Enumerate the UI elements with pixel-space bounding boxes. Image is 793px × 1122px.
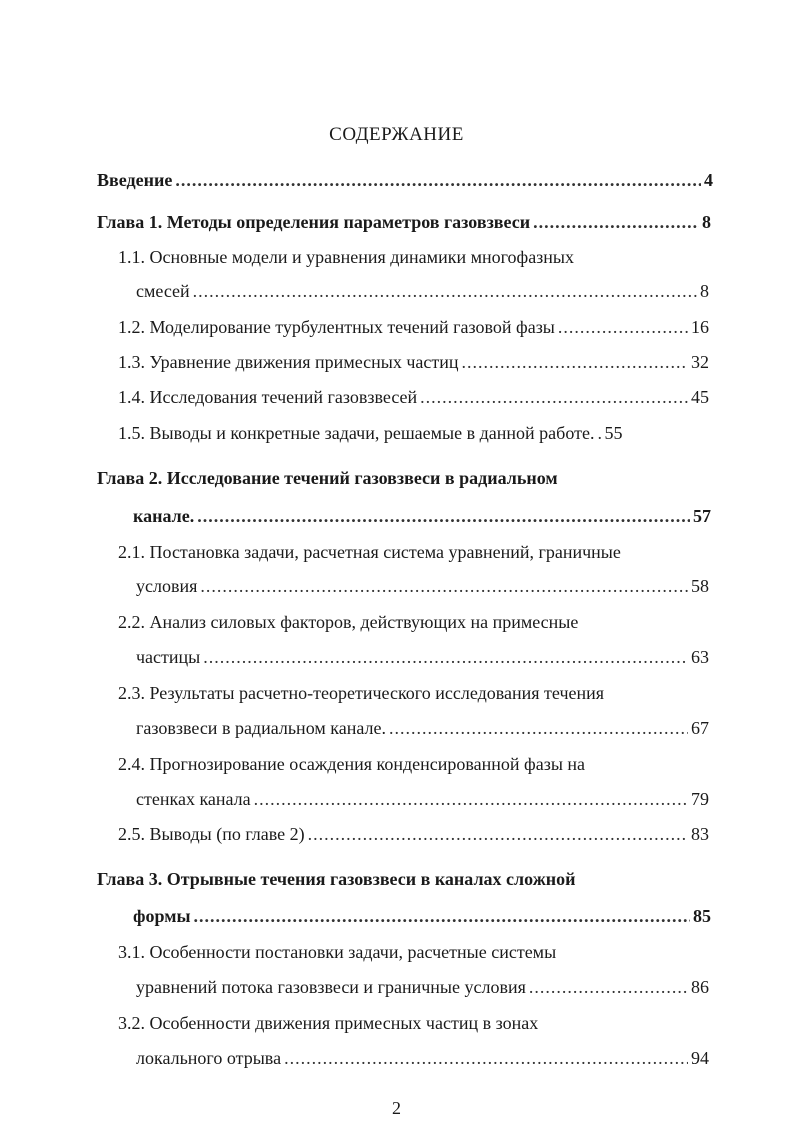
leader-dots	[462, 349, 688, 375]
toc-entry-text: канале.	[133, 506, 195, 526]
toc-page-number: 86	[691, 977, 709, 997]
leader-dots	[197, 503, 690, 529]
toc-page-number: 58	[691, 576, 709, 596]
toc-entry-text: 1.4. Исследования течений газовзвесей	[118, 387, 418, 407]
toc-page-number: 85	[693, 906, 711, 926]
toc-page-number: 4	[704, 170, 713, 190]
toc-entry-1-1-line1	[118, 244, 574, 270]
toc-entry-text: 2.5. Выводы (по главе 2)	[118, 824, 305, 844]
leader-dots	[389, 715, 688, 741]
leader-dots	[175, 167, 701, 193]
toc-page-number: 32	[691, 352, 709, 372]
toc-entry-2-2-line1	[118, 609, 578, 635]
toc-entry-2-1-line2	[136, 573, 709, 599]
toc-entry-chapter-3-line1	[97, 866, 576, 892]
toc-entry-text: смесей	[136, 281, 190, 301]
toc-entry-2-4-line2	[136, 786, 709, 812]
leader-dots	[200, 573, 688, 599]
leader-dots	[529, 974, 688, 1000]
toc-entry-2-3-line1	[118, 680, 604, 706]
toc-page-number: 79	[691, 789, 709, 809]
page-title: СОДЕРЖАНИЕ	[329, 124, 464, 145]
toc-page-number: 8	[700, 281, 709, 301]
leader-dots	[284, 1045, 688, 1071]
toc-page-number: 63	[691, 647, 709, 667]
toc-entry-text: 3.2. Особенности движения примесных частиц в зонах	[118, 1013, 539, 1033]
toc-entry-text: стенках канала	[136, 789, 251, 809]
toc-entry-3-1-line2	[136, 974, 709, 1000]
leader-dots	[194, 903, 690, 929]
toc-entry-text: 2.3. Результаты расчетно-теоретического исследования течения	[118, 683, 605, 703]
toc-entry-text: Глава 1. Методы определения параметров газовзвеси	[97, 212, 531, 232]
toc-entry-text: Глава 3. Отрывные течения газовзвеси в каналах сложной	[97, 869, 576, 889]
toc-entry-text: 1.1. Основные модели и уравнения динамики многофазных	[118, 247, 575, 267]
toc-entry-text: 1.3. Уравнение движения примесных частиц	[118, 352, 459, 372]
leader-dots	[597, 420, 601, 446]
toc-entry-3-2-line1	[118, 1010, 538, 1036]
toc-entry-text: 1.5. Выводы и конкретные задачи, решаемые в данной работе.	[118, 423, 595, 443]
toc-entry-2-4-line1	[118, 751, 585, 777]
toc-entry-text: Введение	[97, 170, 173, 190]
leader-dots	[308, 821, 688, 847]
toc-entry-text: 3.1. Особенности постановки задачи, расчетные системы	[118, 942, 557, 962]
toc-entry-text: 2.2. Анализ силовых факторов, действующих на примесные	[118, 612, 579, 632]
toc-entry-text: 2.1. Постановка задачи, расчетная система уравнений, граничные	[118, 542, 621, 562]
toc-entry-1-2	[118, 314, 709, 340]
toc-page-number: 16	[691, 317, 709, 337]
toc-entry-text: 1.2. Моделирование турбулентных течений газовой фазы	[118, 317, 555, 337]
toc-entry-1-4	[118, 384, 709, 410]
toc-page-number: 57	[693, 506, 711, 526]
toc-entry-chapter-3-line2	[133, 903, 711, 929]
leader-dots	[420, 384, 688, 410]
toc-entry-3-2-line2	[136, 1045, 709, 1071]
toc-entry-text: газовзвеси в радиальном канале.	[136, 718, 386, 738]
toc-entry-text: 2.4. Прогнозирование осаждения конденсированной фазы на	[118, 754, 586, 774]
leader-dots	[203, 644, 688, 670]
toc-entry-2-5	[118, 821, 709, 847]
toc-entry-text: условия	[136, 576, 198, 596]
page-number: 2	[392, 1098, 401, 1118]
toc-page-number: 45	[691, 387, 709, 407]
toc-entry-text: локального отрыва	[136, 1048, 282, 1068]
toc-page-number: 94	[691, 1048, 709, 1068]
toc-entry-2-1-line1	[118, 539, 621, 565]
toc-entry-1-3	[118, 349, 709, 375]
toc-entry-introduction	[97, 167, 713, 193]
toc-entry-text: уравнений потока газовзвеси и граничные условия	[136, 977, 526, 997]
toc-entry-1-1-line2	[136, 278, 709, 304]
toc-entry-chapter-1	[97, 209, 711, 235]
toc-entry-2-3-line2	[136, 715, 709, 741]
toc-page-number: 55	[604, 423, 623, 443]
toc-entry-chapter-2-line2	[133, 503, 711, 529]
toc-entry-1-5	[118, 420, 709, 446]
leader-dots	[193, 278, 697, 304]
toc-entry-2-2-line2	[136, 644, 709, 670]
toc-entry-text: формы	[133, 906, 191, 926]
toc-entry-chapter-2-line1	[97, 465, 558, 491]
toc-page-number: 83	[691, 824, 709, 844]
toc-entry-3-1-line1	[118, 939, 556, 965]
leader-dots	[558, 314, 688, 340]
leader-dots	[254, 786, 688, 812]
toc-entry-text: Глава 2. Исследование течений газовзвеси в радиальном	[97, 468, 558, 488]
toc-page-number: 67	[691, 718, 709, 738]
toc-entry-text: частицы	[136, 647, 201, 667]
leader-dots	[533, 209, 699, 235]
toc-page-number: 8	[702, 212, 711, 232]
